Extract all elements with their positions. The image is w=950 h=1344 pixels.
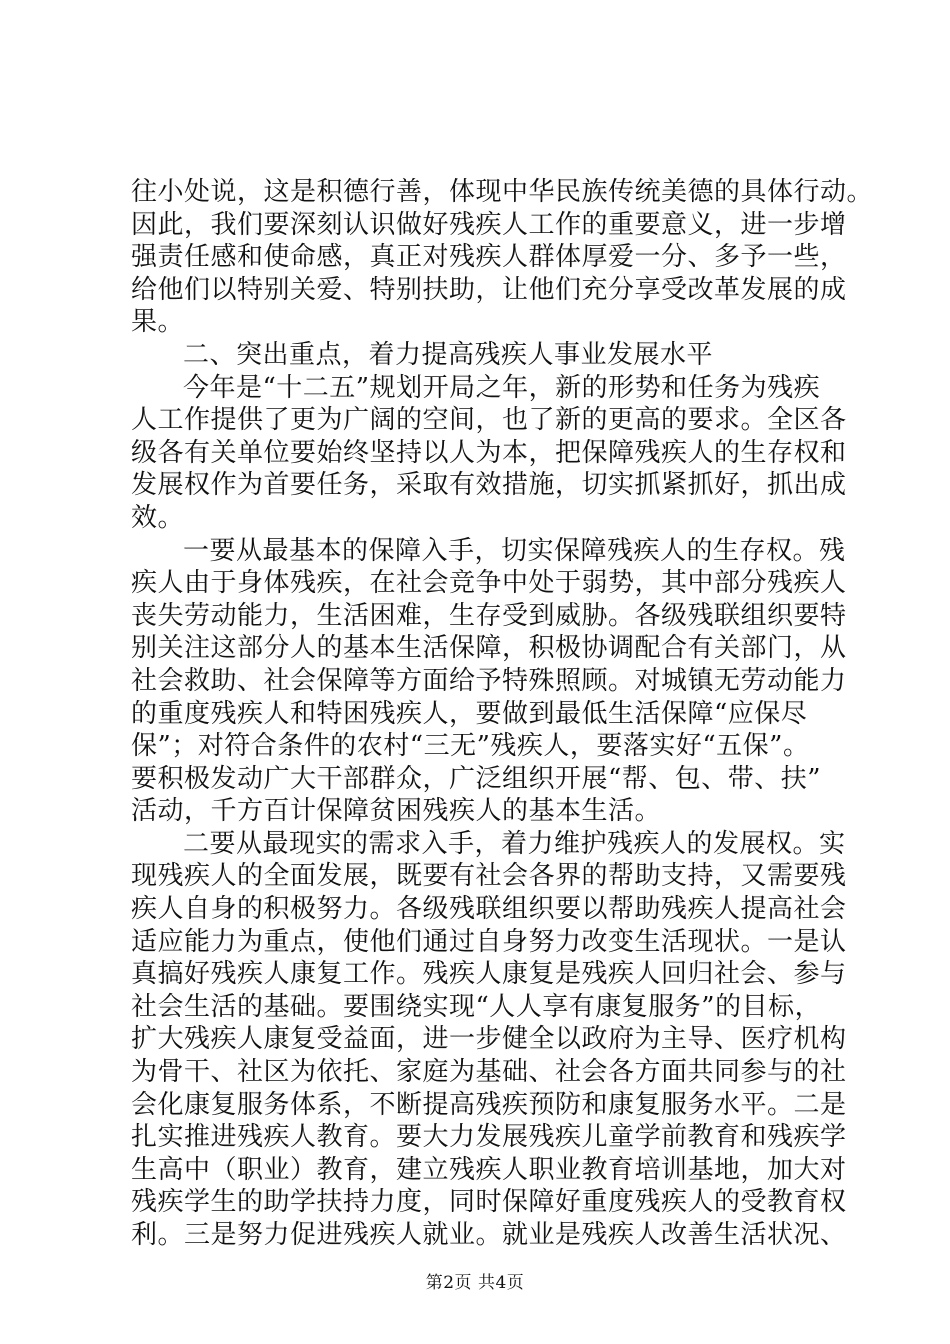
text-line: 生高中（职业）教育，建立残疾人职业教育培训基地，加大对 bbox=[131, 1154, 847, 1185]
text-line: 现残疾人的全面发展，既要有社会各界的帮助支持，又需要残 bbox=[131, 861, 847, 892]
text-line: 为骨干、社区为依托、家庭为基础、社会各方面共同参与的社 bbox=[131, 1057, 847, 1088]
text-line: 适应能力为重点，使他们通过自身努力改变生活现状。一是认 bbox=[131, 926, 847, 957]
text-line: 二要从最现实的需求入手，着力维护残疾人的发展权。实 bbox=[183, 828, 846, 859]
text-line: 因此，我们要深刻认识做好残疾人工作的重要意义，进一步增 bbox=[131, 209, 847, 240]
text-line: 果。 bbox=[131, 307, 185, 338]
text-line: 的重度残疾人和特困残疾人，要做到最低生活保障“应保尽 bbox=[131, 698, 808, 729]
text-line: 利。三是努力促进残疾人就业。就业是残疾人改善生活状况、 bbox=[131, 1220, 847, 1250]
text-line: 丧失劳动能力，生活困难，生存受到威胁。各级残联组织要特 bbox=[131, 600, 847, 631]
page-footer: 第2页 共4页 bbox=[425, 1273, 525, 1293]
text-line: 级各有关单位要始终坚持以人为本，把保障残疾人的生存权和 bbox=[131, 437, 847, 468]
text-line: 社会生活的基础。要围绕实现“人人享有康复服务”的目标， bbox=[131, 991, 822, 1022]
text-line: 扩大残疾人康复受益面，进一步健全以政府为主导、医疗机构 bbox=[131, 1024, 847, 1055]
text-line: 往小处说，这是积德行善，体现中华民族传统美德的具体行动。 bbox=[131, 177, 874, 207]
text-line: 会化康复服务体系，不断提高残疾预防和康复服务水平。二是 bbox=[131, 1089, 847, 1120]
text-line: 社会救助、社会保障等方面给予特殊照顾。对城镇无劳动能力 bbox=[131, 665, 847, 696]
text-line: 发展权作为首要任务，采取有效措施，切实抓紧抓好，抓出成 bbox=[131, 470, 847, 501]
text-line: 活动，千方百计保障贫困残疾人的基本生活。 bbox=[131, 796, 662, 827]
text-line: 疾人由于身体残疾，在社会竞争中处于弱势，其中部分残疾人 bbox=[131, 568, 847, 599]
text-line: 扎实推进残疾人教育。要大力发展残疾儿童学前教育和残疾学 bbox=[131, 1122, 847, 1153]
text-line: 保”；对符合条件的农村“三无”残疾人，要落实好“五保”。 bbox=[131, 731, 810, 762]
text-line: 一要从最基本的保障入手，切实保障残疾人的生存权。残 bbox=[183, 535, 846, 566]
text-line: 残疾学生的助学扶持力度，同时保障好重度残疾人的受教育权 bbox=[131, 1187, 847, 1218]
text-line: 给他们以特别关爱、特别扶助，让他们充分享受改革发展的成 bbox=[131, 274, 847, 305]
text-line: 二、突出重点，着力提高残疾人事业发展水平 bbox=[183, 339, 714, 370]
text-line: 人工作提供了更为广阔的空间，也了新的更高的要求。全区各 bbox=[131, 405, 847, 436]
text-line: 真搞好残疾人康复工作。残疾人康复是残疾人回归社会、参与 bbox=[131, 959, 847, 990]
text-line: 今年是“十二五”规划开局之年，新的形势和任务为残疾 bbox=[183, 372, 821, 403]
text-line: 要积极发动广大干部群众，广泛组织开展“帮、包、带、扶” bbox=[131, 763, 822, 794]
text-line: 强责任感和使命感，真正对残疾人群体厚爱一分、多予一些， bbox=[131, 242, 847, 273]
text-line: 别关注这部分人的基本生活保障，积极协调配合有关部门，从 bbox=[131, 633, 847, 664]
text-line: 疾人自身的积极努力。各级残联组织要以帮助残疾人提高社会 bbox=[131, 894, 847, 925]
document-body bbox=[131, 176, 874, 1252]
text-line: 效。 bbox=[131, 502, 185, 533]
